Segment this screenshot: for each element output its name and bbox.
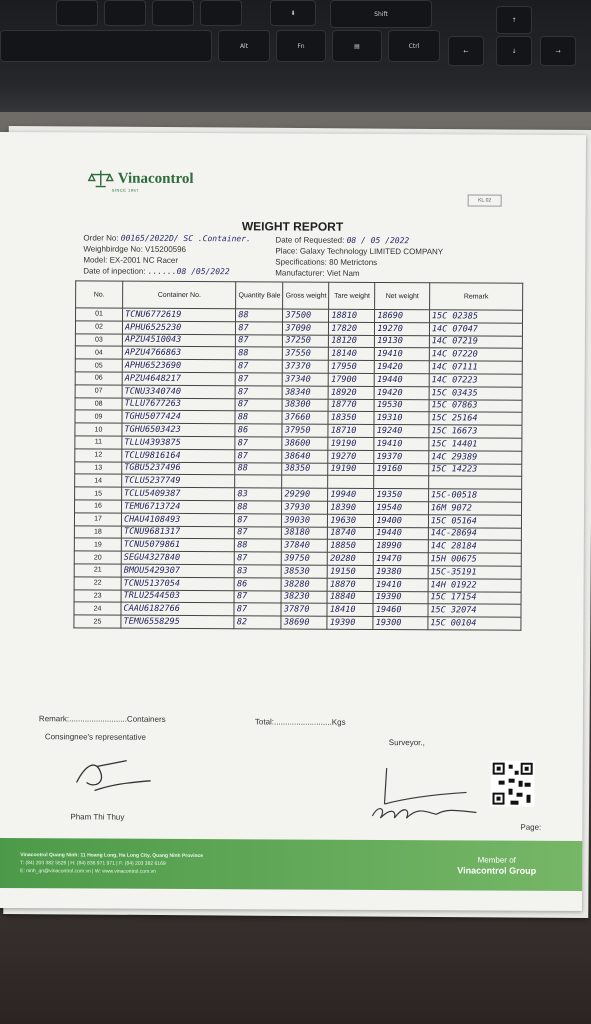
cell-gross-weight: 38300 bbox=[282, 399, 328, 412]
keyboard-key-shift: Shift bbox=[330, 0, 432, 28]
cell-tare-weight: 18870 bbox=[328, 578, 374, 591]
cell-container-no: APZU4648217 bbox=[122, 372, 235, 385]
cell-remark: 14C 07111 bbox=[429, 361, 522, 374]
header-container-no: Container No. bbox=[123, 281, 236, 309]
cell-gross-weight: 38600 bbox=[282, 437, 328, 450]
cell-container-no: TCNU6772619 bbox=[123, 308, 236, 321]
cell-net-weight: 19470 bbox=[374, 553, 429, 566]
cell-quantity-bale: 83 bbox=[235, 565, 282, 578]
cell-quantity-bale: 82 bbox=[234, 616, 281, 629]
cell-quantity-bale: 88 bbox=[235, 462, 282, 475]
cell-container-no: TGHU6503423 bbox=[122, 423, 235, 436]
cell-remark: 15C 17154 bbox=[428, 591, 521, 604]
keyboard-key-right: → bbox=[540, 36, 576, 66]
footer-banner bbox=[0, 838, 582, 891]
cell-remark: 14C 07219 bbox=[429, 335, 522, 348]
cell-container-no: BMOU5429307 bbox=[121, 564, 234, 577]
cell-remark: 14C 07047 bbox=[429, 323, 522, 336]
cell-tare-weight: 19940 bbox=[328, 488, 374, 501]
header-remark: Remark bbox=[429, 283, 522, 310]
cell-net-weight: 19300 bbox=[373, 617, 428, 630]
cell-remark: 15C 00104 bbox=[428, 617, 521, 630]
cell-net-weight bbox=[374, 476, 429, 489]
cell-gross-weight: 37090 bbox=[283, 322, 329, 335]
cell-gross-weight: 29290 bbox=[282, 488, 328, 501]
cell-quantity-bale: 86 bbox=[234, 577, 281, 590]
cell-quantity-bale: 87 bbox=[236, 360, 283, 373]
cell-tare-weight: 19190 bbox=[328, 437, 374, 450]
cell-remark: 15C 07863 bbox=[429, 399, 522, 412]
cell-no: 13 bbox=[75, 461, 122, 474]
qr-code bbox=[490, 761, 534, 807]
cell-tare-weight: 18770 bbox=[328, 399, 374, 412]
surveyor-label: Surveyor., bbox=[388, 738, 425, 748]
cell-net-weight: 19350 bbox=[374, 489, 429, 502]
cell-remark: 15C 05164 bbox=[428, 514, 521, 527]
cell-gross-weight: 37250 bbox=[283, 335, 329, 348]
banner-address: Vinacontrol Quang Ninh: 11 Hoang Long, Ha Long City, Quang Ninh Province bbox=[20, 852, 204, 860]
cell-container-no: TCNU3340740 bbox=[122, 385, 235, 398]
cell-quantity-bale: 88 bbox=[235, 501, 282, 514]
cell-tare-weight: 17900 bbox=[329, 373, 375, 386]
cell-no: 16 bbox=[75, 500, 122, 513]
report-title: WEIGHT REPORT bbox=[241, 219, 344, 234]
cell-gross-weight: 37550 bbox=[283, 347, 329, 360]
keyboard-key bbox=[200, 0, 242, 26]
total-kgs: Total:..........................Kgs bbox=[254, 717, 346, 727]
cell-no: 15 bbox=[75, 487, 122, 500]
cell-net-weight: 19390 bbox=[373, 591, 428, 604]
cell-net-weight: 19420 bbox=[375, 361, 430, 374]
cell-no: 14 bbox=[75, 474, 122, 487]
header-quantity-bale: Quantity Bale bbox=[236, 282, 283, 309]
cell-net-weight: 19410 bbox=[375, 348, 430, 361]
cell-container-no: TCLU5409387 bbox=[122, 487, 235, 500]
cell-quantity-bale: 87 bbox=[235, 526, 282, 539]
company-logo bbox=[88, 168, 194, 189]
cell-quantity-bale: 87 bbox=[234, 590, 281, 603]
cell-remark: 15C 16673 bbox=[429, 425, 522, 438]
cell-quantity-bale: 87 bbox=[235, 552, 282, 565]
cell-remark: 15C 14401 bbox=[429, 438, 522, 451]
cell-container-no: TCLU5237749 bbox=[122, 475, 235, 488]
cell-no: 20 bbox=[74, 551, 121, 564]
cell-remark: 14H 01922 bbox=[428, 578, 521, 591]
cell-tare-weight: 18840 bbox=[327, 591, 373, 604]
cell-gross-weight: 38230 bbox=[281, 591, 327, 604]
cell-net-weight: 19460 bbox=[373, 604, 428, 617]
cell-container-no: CAAU6182766 bbox=[121, 602, 234, 615]
cell-remark: 15C 14223 bbox=[429, 463, 522, 476]
cell-gross-weight: 38280 bbox=[282, 578, 328, 591]
cell-quantity-bale: 87 bbox=[236, 373, 283, 386]
cell-no: 06 bbox=[75, 372, 122, 385]
company-name: Vinacontrol bbox=[117, 170, 194, 187]
cell-gross-weight: 37840 bbox=[282, 539, 328, 552]
cell-remark: 14C 29389 bbox=[429, 451, 522, 464]
cell-container-no: TEMU6558295 bbox=[121, 615, 234, 628]
cell-no: 01 bbox=[76, 308, 123, 321]
cell-remark: 15C 03435 bbox=[429, 387, 522, 400]
cell-tare-weight: 19270 bbox=[328, 450, 374, 463]
cell-container-no: TGHU5077424 bbox=[122, 411, 235, 424]
cell-quantity-bale: 88 bbox=[235, 411, 282, 424]
cell-no: 02 bbox=[75, 321, 122, 334]
cell-net-weight: 19400 bbox=[374, 514, 429, 527]
cell-container-no: APZU4766863 bbox=[122, 347, 235, 360]
cell-quantity-bale: 88 bbox=[236, 309, 283, 322]
cell-quantity-bale: 87 bbox=[236, 334, 283, 347]
manufacturer: Manufacturer: Viet Nam bbox=[275, 268, 360, 278]
cell-no: 12 bbox=[75, 449, 122, 462]
cell-container-no: APHU6525230 bbox=[122, 321, 235, 334]
keyboard-key-ctrl: Ctrl bbox=[388, 30, 440, 62]
cell-no: 11 bbox=[75, 436, 122, 449]
date-of-requested: Date of Requested: 08 / 05 /2022 bbox=[275, 235, 410, 246]
cell-quantity-bale: 87 bbox=[236, 322, 283, 335]
banner-email: E: ninh_qn@vinacontrol.com.vn | W: www.vinacontrol.com.vn bbox=[20, 868, 156, 875]
page-label: Page: bbox=[520, 822, 542, 832]
cell-net-weight: 19420 bbox=[374, 386, 429, 399]
keyboard-key-menu: ▤ bbox=[332, 30, 382, 62]
cell-gross-weight: 38340 bbox=[283, 386, 329, 399]
specifications: Specifications: 80 Metrictons bbox=[275, 257, 378, 267]
cell-net-weight: 19410 bbox=[374, 437, 429, 450]
banner-member bbox=[457, 854, 536, 876]
cell-gross-weight: 37340 bbox=[283, 373, 329, 386]
cell-tare-weight bbox=[328, 476, 374, 489]
keyboard-key-fn: Fn bbox=[276, 30, 326, 62]
cell-gross-weight: 39750 bbox=[282, 552, 328, 565]
form-code: KL.02 bbox=[468, 194, 502, 206]
member-of-label: Member of bbox=[477, 855, 516, 865]
cell-net-weight: 19310 bbox=[374, 412, 429, 425]
cell-tare-weight: 17950 bbox=[329, 360, 375, 373]
cell-gross-weight: 38530 bbox=[282, 565, 328, 578]
cell-gross-weight: 37370 bbox=[283, 360, 329, 373]
cell-no: 19 bbox=[74, 538, 121, 551]
cell-remark: 14C 07220 bbox=[429, 348, 522, 361]
cell-remark: 14C 07223 bbox=[429, 374, 522, 387]
cell-container-no: TCNU5079861 bbox=[121, 538, 234, 551]
cell-no: 09 bbox=[75, 410, 122, 423]
cell-net-weight: 19160 bbox=[374, 463, 429, 476]
header-gross-weight: Gross weight bbox=[283, 282, 329, 309]
cell-gross-weight: 37930 bbox=[282, 501, 328, 514]
signer-name: Pham Thi Thuy bbox=[70, 812, 125, 822]
cell-no: 08 bbox=[75, 397, 122, 410]
cell-container-no: TCLU9816164 bbox=[122, 449, 235, 462]
cell-container-no: APZU4510043 bbox=[122, 334, 235, 347]
cell-container-no: TCNU5137054 bbox=[121, 577, 234, 590]
cell-no: 10 bbox=[75, 423, 122, 436]
consignee-label: Consingnee's representative bbox=[44, 732, 147, 742]
cell-container-no: SEGU4327840 bbox=[121, 551, 234, 564]
cell-quantity-bale: 83 bbox=[235, 488, 282, 501]
cell-gross-weight: 38350 bbox=[282, 463, 328, 476]
keyboard-key-down: ↓ bbox=[496, 36, 532, 66]
cell-tare-weight: 17820 bbox=[329, 322, 375, 335]
cell-container-no: TGBU5237496 bbox=[122, 462, 235, 475]
place: Place: Galaxy Technology LIMITED COMPANY bbox=[275, 246, 444, 257]
member-group-label: Vinacontrol Group bbox=[457, 865, 537, 876]
cell-remark: 16M 9072 bbox=[428, 502, 521, 515]
cell-tare-weight: 18920 bbox=[329, 386, 375, 399]
cell-tare-weight: 19630 bbox=[328, 514, 374, 527]
cell-net-weight: 19240 bbox=[374, 425, 429, 438]
cell-container-no: CHAU4108493 bbox=[121, 513, 234, 526]
cell-remark: 14C 28184 bbox=[428, 540, 521, 553]
cell-tare-weight: 18810 bbox=[329, 309, 375, 322]
cell-container-no: APHU6523690 bbox=[122, 359, 235, 372]
balance-scale-icon bbox=[88, 168, 114, 188]
cell-remark: 15C 02385 bbox=[429, 310, 522, 323]
cell-container-no: TRLU2544503 bbox=[121, 590, 234, 603]
cell-gross-weight: 38180 bbox=[282, 527, 328, 540]
cell-no: 22 bbox=[74, 577, 121, 590]
cell-no: 18 bbox=[74, 525, 121, 538]
keyboard-key-alt: Alt bbox=[218, 30, 270, 62]
table-row bbox=[74, 615, 521, 630]
cell-tare-weight: 18710 bbox=[328, 424, 374, 437]
cell-container-no: TEMU6713724 bbox=[122, 500, 235, 513]
cell-gross-weight: 37870 bbox=[281, 603, 327, 616]
cell-net-weight: 19530 bbox=[374, 399, 429, 412]
cell-container-no: TLLU7677263 bbox=[122, 398, 235, 411]
cell-tare-weight: 18140 bbox=[329, 348, 375, 361]
cell-no: 03 bbox=[75, 333, 122, 346]
cell-tare-weight: 18120 bbox=[329, 335, 375, 348]
signature-right bbox=[366, 764, 486, 825]
keyboard-key-up: ↑ bbox=[496, 6, 532, 34]
cell-quantity-bale: 87 bbox=[235, 398, 282, 411]
cell-remark: 14C-28694 bbox=[428, 527, 521, 540]
cell-no: 21 bbox=[74, 564, 121, 577]
model: Model: EX-2001 NC Racer bbox=[83, 255, 179, 265]
cell-net-weight: 19270 bbox=[375, 322, 430, 335]
keyboard-key bbox=[152, 0, 194, 26]
header-no: No. bbox=[76, 281, 123, 308]
cell-remark: 15C-00518 bbox=[428, 489, 521, 502]
remark-containers: Remark:..........................Containers bbox=[38, 714, 166, 724]
cell-container-no: TCNU9681317 bbox=[121, 526, 234, 539]
cell-tare-weight: 18850 bbox=[328, 540, 374, 553]
cell-net-weight: 19410 bbox=[373, 578, 428, 591]
signature-left bbox=[67, 752, 157, 797]
cell-no: 17 bbox=[74, 513, 121, 526]
table-header-row bbox=[76, 281, 523, 310]
cell-gross-weight: 37950 bbox=[282, 424, 328, 437]
cell-net-weight: 19370 bbox=[374, 450, 429, 463]
cell-no: 25 bbox=[74, 615, 121, 628]
cell-gross-weight: 39030 bbox=[282, 514, 328, 527]
cell-no: 24 bbox=[74, 602, 121, 615]
cell-tare-weight: 20280 bbox=[328, 552, 374, 565]
cell-quantity-bale: 88 bbox=[236, 347, 283, 360]
keyboard-key bbox=[104, 0, 146, 26]
cell-gross-weight: 37500 bbox=[283, 309, 329, 322]
cell-net-weight: 19380 bbox=[374, 565, 429, 578]
cell-net-weight: 19540 bbox=[374, 501, 429, 514]
weight-report-document bbox=[0, 132, 586, 911]
banner-phone: T: (84) 203 382 5526 | H: (84) 836 971 971 | F: (84) 203 382 6169 bbox=[20, 860, 166, 867]
cell-tare-weight: 18410 bbox=[327, 604, 373, 617]
cell-tare-weight: 18350 bbox=[328, 412, 374, 425]
cell-net-weight: 18690 bbox=[375, 309, 430, 322]
cell-gross-weight: 37660 bbox=[282, 411, 328, 424]
cell-tare-weight: 19150 bbox=[328, 565, 374, 578]
cell-net-weight: 19130 bbox=[375, 335, 430, 348]
cell-quantity-bale bbox=[235, 475, 282, 488]
cell-remark: 15C 32074 bbox=[428, 604, 521, 617]
cell-quantity-bale: 87 bbox=[235, 450, 282, 463]
cell-quantity-bale: 86 bbox=[235, 424, 282, 437]
keyboard-key-left: ← bbox=[448, 36, 484, 66]
cell-net-weight: 18990 bbox=[374, 540, 429, 553]
cell-no: 23 bbox=[74, 589, 121, 602]
keyboard-key: ⬇ bbox=[270, 0, 316, 26]
weighbridge-no: Weighbirdge No: V15200596 bbox=[83, 244, 187, 254]
cell-quantity-bale: 88 bbox=[235, 539, 282, 552]
cell-quantity-bale: 87 bbox=[235, 386, 282, 399]
cell-gross-weight: 38690 bbox=[281, 616, 327, 629]
header-tare-weight: Tare weight bbox=[329, 282, 375, 309]
header-net-weight: Net weight bbox=[375, 282, 430, 309]
cell-tare-weight: 19390 bbox=[327, 616, 373, 629]
cell-net-weight: 19440 bbox=[374, 527, 429, 540]
cell-container-no: TLLU4393875 bbox=[122, 436, 235, 449]
cell-remark: 15C 25164 bbox=[429, 412, 522, 425]
cell-tare-weight: 18390 bbox=[328, 501, 374, 514]
cell-no: 07 bbox=[75, 385, 122, 398]
keyboard-key bbox=[56, 0, 98, 26]
cell-no: 04 bbox=[75, 346, 122, 359]
company-since: SINCE 1957 bbox=[111, 187, 139, 193]
cell-no: 05 bbox=[75, 359, 122, 372]
order-no: Order No: 00165/2022D/ SC .Container. bbox=[83, 233, 251, 244]
keyboard-background bbox=[0, 0, 591, 120]
cell-tare-weight: 18740 bbox=[328, 527, 374, 540]
cell-gross-weight bbox=[282, 475, 328, 488]
cell-remark: 15H 00675 bbox=[428, 553, 521, 566]
cell-quantity-bale: 87 bbox=[235, 437, 282, 450]
cell-quantity-bale: 87 bbox=[235, 513, 282, 526]
cell-gross-weight: 38640 bbox=[282, 450, 328, 463]
cell-quantity-bale: 87 bbox=[234, 603, 281, 616]
weight-table bbox=[73, 280, 523, 630]
date-of-inspection: Date of inpection: ......08 /05/2022 bbox=[83, 266, 230, 277]
cell-net-weight: 19440 bbox=[375, 373, 430, 386]
cell-remark bbox=[429, 476, 522, 489]
cell-remark: 15C-35191 bbox=[428, 566, 521, 579]
cell-tare-weight: 19190 bbox=[328, 463, 374, 476]
keyboard-space-key bbox=[0, 30, 212, 62]
